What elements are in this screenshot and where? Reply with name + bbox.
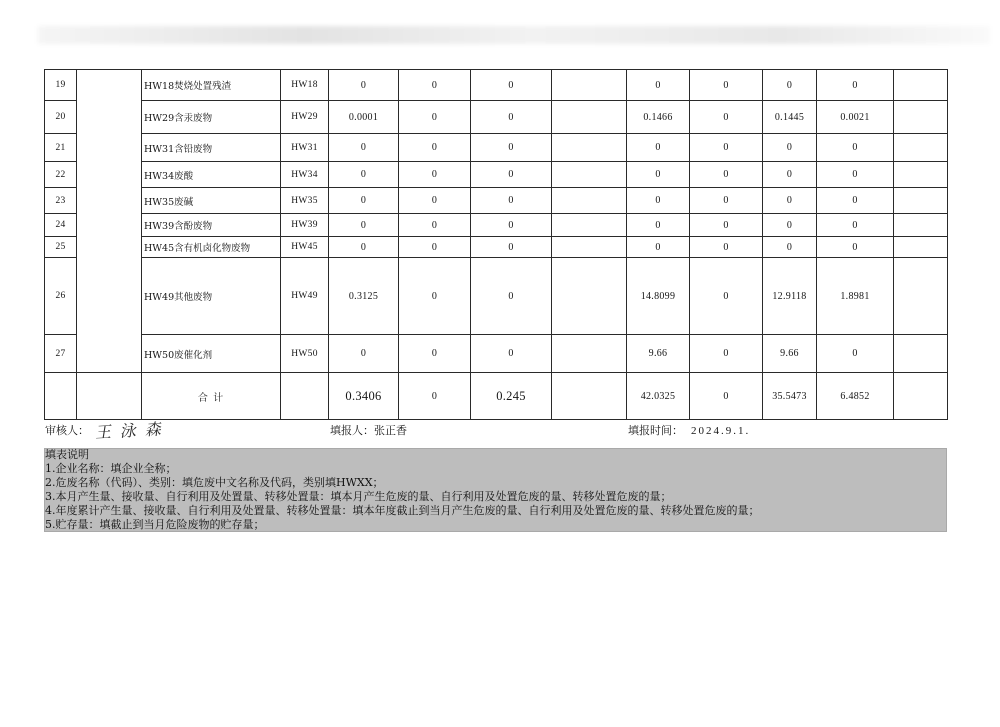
quantity-cell: 0 xyxy=(817,134,894,162)
quantity-cell: 9.66 xyxy=(627,335,690,373)
filler-name: 张正香 xyxy=(374,424,407,437)
quantity-cell: 0 xyxy=(763,134,817,162)
waste-name-cell: HW49其他废物 xyxy=(142,258,281,335)
waste-code-cell: HW29 xyxy=(281,101,329,134)
total-row xyxy=(45,373,948,420)
quantity-cell: 0 xyxy=(627,134,690,162)
table-row xyxy=(45,214,948,237)
blank-cell xyxy=(894,335,948,373)
waste-name-cell: HW45含有机卤化物废物 xyxy=(142,237,281,258)
quantity-cell: 0 xyxy=(817,188,894,214)
blank-cell xyxy=(894,373,948,420)
quantity-cell: 0 xyxy=(817,237,894,258)
instruction-item: 1.企业名称：填企业全称； xyxy=(45,462,177,475)
quantity-cell: 0.3125 xyxy=(329,258,399,335)
row-number-cell: 22 xyxy=(45,162,77,188)
waste-code-cell: HW49 xyxy=(281,258,329,335)
quantity-cell: 0 xyxy=(399,134,471,162)
quantity-cell: 0 xyxy=(763,70,817,101)
quantity-cell: 0 xyxy=(329,214,399,237)
waste-name-cell: HW34废酸 xyxy=(142,162,281,188)
date-field xyxy=(628,424,750,438)
table-row xyxy=(45,188,948,214)
blank-cell xyxy=(552,258,627,335)
row-number-cell: 20 xyxy=(45,101,77,134)
quantity-cell: 0 xyxy=(690,373,763,420)
quantity-cell: 0 xyxy=(399,70,471,101)
quantity-cell: 0 xyxy=(329,237,399,258)
instructions-box xyxy=(44,448,947,532)
blank-cell xyxy=(552,101,627,134)
quantity-cell: 0.0001 xyxy=(329,101,399,134)
row-number-cell: 27 xyxy=(45,335,77,373)
quantity-cell: 0 xyxy=(627,162,690,188)
table-row xyxy=(45,335,948,373)
quantity-cell: 0 xyxy=(329,70,399,101)
waste-name-cell: HW29含汞废物 xyxy=(142,101,281,134)
quantity-cell: 0 xyxy=(399,335,471,373)
date-label: 填报时间： xyxy=(628,424,683,437)
waste-name-cell: HW31含铅废物 xyxy=(142,134,281,162)
quantity-cell: 0 xyxy=(399,188,471,214)
blank-cell xyxy=(45,373,77,420)
quantity-cell: 0 xyxy=(627,214,690,237)
waste-name-cell: HW50废催化剂 xyxy=(142,335,281,373)
blank-cell xyxy=(552,162,627,188)
instruction-item: 5.贮存量：填截止到当月危险废物的贮存量； xyxy=(45,518,265,531)
quantity-cell: 6.4852 xyxy=(817,373,894,420)
row-number-cell: 19 xyxy=(45,70,77,101)
quantity-cell: 0 xyxy=(690,258,763,335)
row-number-cell: 24 xyxy=(45,214,77,237)
table-row xyxy=(45,134,948,162)
waste-name-cell: HW18焚烧处置残渣 xyxy=(142,70,281,101)
blank-cell xyxy=(281,373,329,420)
waste-code-cell: HW18 xyxy=(281,70,329,101)
quantity-cell: 0 xyxy=(690,134,763,162)
blank-cell xyxy=(894,162,948,188)
table-body xyxy=(45,70,948,420)
quantity-cell: 0 xyxy=(690,214,763,237)
waste-name-cell: HW35废碱 xyxy=(142,188,281,214)
quantity-cell: 0 xyxy=(471,162,552,188)
merged-blank-cell xyxy=(77,70,142,373)
blank-cell xyxy=(894,214,948,237)
quantity-cell: 14.8099 xyxy=(627,258,690,335)
scan-streak xyxy=(38,26,990,44)
table-row xyxy=(45,237,948,258)
blank-cell xyxy=(552,188,627,214)
quantity-cell: 35.5473 xyxy=(763,373,817,420)
waste-code-cell: HW35 xyxy=(281,188,329,214)
quantity-cell: 0 xyxy=(471,214,552,237)
quantity-cell: 0 xyxy=(399,101,471,134)
blank-cell xyxy=(552,70,627,101)
blank-cell xyxy=(894,237,948,258)
quantity-cell: 0.1445 xyxy=(763,101,817,134)
quantity-cell: 0.1466 xyxy=(627,101,690,134)
quantity-cell: 0 xyxy=(817,214,894,237)
quantity-cell: 0 xyxy=(690,162,763,188)
quantity-cell: 0 xyxy=(471,188,552,214)
waste-code-cell: HW45 xyxy=(281,237,329,258)
row-number-cell: 26 xyxy=(45,258,77,335)
blank-cell xyxy=(552,134,627,162)
date-value: 2024.9.1. xyxy=(691,425,751,437)
quantity-cell: 0 xyxy=(399,214,471,237)
quantity-cell: 0 xyxy=(471,335,552,373)
quantity-cell: 0 xyxy=(763,237,817,258)
instruction-item: 3.本月产生量、接收量、自行利用及处置量、转移处置量：填本月产生危废的量、自行利用及处置危废的量、转移处置危废的量； xyxy=(45,490,672,503)
quantity-cell: 0 xyxy=(471,258,552,335)
reviewer-label: 审核人： xyxy=(45,424,89,437)
row-number-cell: 23 xyxy=(45,188,77,214)
quantity-cell: 12.9118 xyxy=(763,258,817,335)
quantity-cell: 0 xyxy=(471,70,552,101)
reviewer-signature: 王泳森 xyxy=(94,418,173,443)
quantity-cell: 0 xyxy=(690,188,763,214)
total-label-cell: 合 计 xyxy=(142,373,281,420)
row-number-cell: 25 xyxy=(45,237,77,258)
quantity-cell: 0 xyxy=(471,101,552,134)
quantity-cell: 0 xyxy=(763,162,817,188)
quantity-cell: 42.0325 xyxy=(627,373,690,420)
quantity-cell: 0 xyxy=(627,70,690,101)
quantity-cell: 0 xyxy=(399,373,471,420)
instruction-item: 2.危废名称（代码）、类别：填危废中文名称及代码，类别填HWXX； xyxy=(45,476,384,489)
quantity-cell: 0 xyxy=(763,188,817,214)
quantity-cell: 1.8981 xyxy=(817,258,894,335)
table-row xyxy=(45,162,948,188)
waste-code-cell: HW39 xyxy=(281,214,329,237)
quantity-cell: 0.3406 xyxy=(329,373,399,420)
table-row xyxy=(45,70,948,101)
quantity-cell: 0 xyxy=(690,335,763,373)
instruction-item: 4.年度累计产生量、接收量、自行利用及处置量、转移处置量：填本年度截止到当月产生危废的量、自行利用及处置危废的量、转移处置危废的量； xyxy=(45,504,760,517)
quantity-cell: 0 xyxy=(763,214,817,237)
quantity-cell: 0 xyxy=(627,188,690,214)
quantity-cell: 0 xyxy=(399,258,471,335)
blank-cell xyxy=(552,237,627,258)
quantity-cell: 0 xyxy=(399,162,471,188)
quantity-cell: 0 xyxy=(690,70,763,101)
quantity-cell: 0 xyxy=(690,101,763,134)
quantity-cell: 0 xyxy=(817,162,894,188)
blank-cell xyxy=(77,373,142,420)
instructions-title: 填表说明 xyxy=(45,448,89,461)
quantity-cell: 0 xyxy=(329,188,399,214)
waste-name-cell: HW39含酚废物 xyxy=(142,214,281,237)
quantity-cell: 0 xyxy=(471,134,552,162)
blank-cell xyxy=(894,101,948,134)
table-row xyxy=(45,101,948,134)
table-row xyxy=(45,258,948,335)
blank-cell xyxy=(894,188,948,214)
quantity-cell: 0 xyxy=(817,335,894,373)
quantity-cell: 0.245 xyxy=(471,373,552,420)
waste-code-cell: HW34 xyxy=(281,162,329,188)
quantity-cell: 0 xyxy=(399,237,471,258)
quantity-cell: 0 xyxy=(329,335,399,373)
row-number-cell: 21 xyxy=(45,134,77,162)
quantity-cell: 0 xyxy=(329,134,399,162)
blank-cell xyxy=(552,214,627,237)
waste-code-cell: HW50 xyxy=(281,335,329,373)
blank-cell xyxy=(552,335,627,373)
quantity-cell: 0 xyxy=(627,237,690,258)
quantity-cell: 0 xyxy=(690,237,763,258)
quantity-cell: 0 xyxy=(329,162,399,188)
quantity-cell: 0.0021 xyxy=(817,101,894,134)
filler-field xyxy=(330,424,407,438)
hazardous-waste-table xyxy=(44,69,948,420)
quantity-cell: 9.66 xyxy=(763,335,817,373)
blank-cell xyxy=(894,70,948,101)
filler-label: 填报人： xyxy=(330,424,374,437)
blank-cell xyxy=(552,373,627,420)
waste-code-cell: HW31 xyxy=(281,134,329,162)
quantity-cell: 0 xyxy=(471,237,552,258)
quantity-cell: 0 xyxy=(817,70,894,101)
blank-cell xyxy=(894,258,948,335)
blank-cell xyxy=(894,134,948,162)
